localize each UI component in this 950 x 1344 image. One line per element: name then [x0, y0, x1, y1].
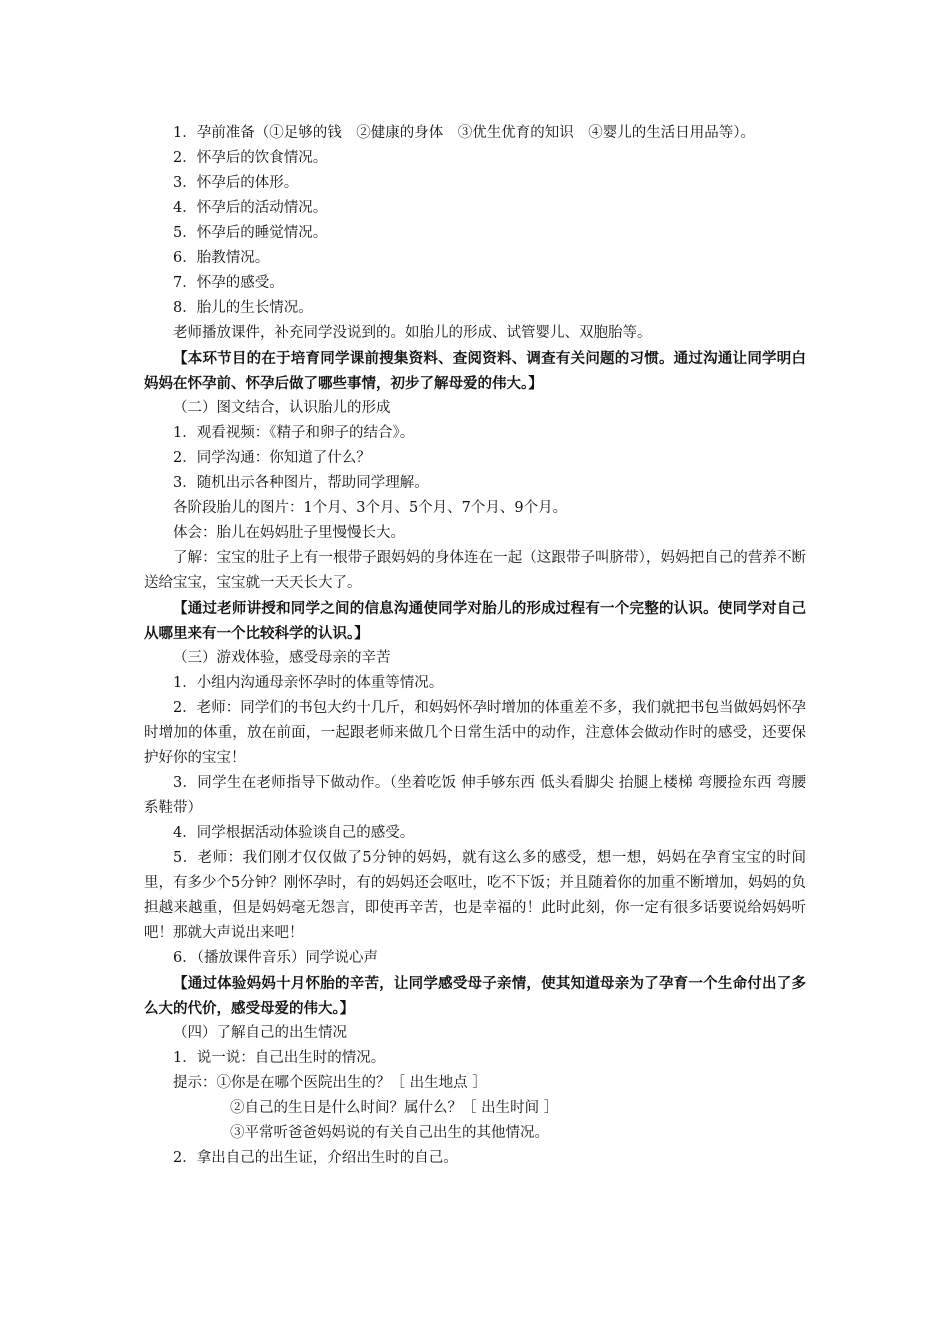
paragraph: 了解：宝宝的肚子上有一根带子跟妈妈的身体连在一起（这跟带子叫脐带），妈妈把自己的营养不断送给宝宝，宝宝就一天天长大了。	[144, 550, 806, 591]
paragraph: 5．怀孕后的睡觉情况。	[173, 225, 328, 241]
paragraph: 1．观看视频：《精子和卵子的结合》。	[173, 425, 415, 441]
note-paragraph: 【通过体验妈妈十月怀胎的辛苦，让同学感受母子亲情，使其知道母亲为了孕育一个生命付出了多么大的代价，感受母爱的伟大。】	[144, 975, 806, 1017]
note-paragraph: 【通过老师讲授和同学之间的信息沟通使同学对胎儿的形成过程有一个完整的认识。使同学对自己从哪里来有一个比较科学的认识。】	[144, 600, 806, 642]
paragraph: 3．同学生在老师指导下做动作。（坐着吃饭 伸手够东西 低头看脚尖 抬腿上楼梯 弯腰捡东西 弯腰系鞋带）	[144, 775, 806, 816]
paragraph: 4．同学根据活动体验谈自己的感受。	[173, 825, 415, 841]
paragraph: 8．胎儿的生长情况。	[173, 300, 313, 316]
paragraph: 5．老师：我们刚才仅仅做了5分钟的妈妈，就有这么多的感受，想一想，妈妈在孕育宝宝的时间里，有多少个5分钟？刚怀孕时，有的妈妈还会呕吐，吃不下饭；并且随着你的加重不断增加，妈妈的负担越来越重，但是妈妈毫无怨言，即使再辛苦，也是幸福的！此时此刻，你一定有很多话要说给妈妈听吧！那就大声说出来吧！	[144, 850, 806, 941]
paragraph: （四）了解自己的出生情况	[173, 1025, 347, 1041]
paragraph: 6．（播放课件音乐）同学说心声	[173, 950, 378, 966]
paragraph: （二）图文结合，认识胎儿的形成	[173, 400, 391, 416]
paragraph: 1．说一说：自己出生时的情况。	[173, 1050, 386, 1066]
note-paragraph: 【本环节目的在于培育同学课前搜集资料、查阅资料、调查有关问题的习惯。通过沟通让同学明白妈妈在怀孕前、怀孕后做了哪些事情，初步了解母爱的伟大。】	[144, 350, 806, 392]
paragraph: 4．怀孕后的活动情况。	[173, 200, 328, 216]
paragraph: 1．孕前准备（①足够的钱 ②健康的身体 ③优生优育的知识 ④婴儿的生活日用品等）。	[173, 125, 755, 141]
paragraph: 各阶段胎儿的图片：1个月、3个月、5个月、7个月、9个月。	[173, 500, 568, 516]
paragraph: ②自己的生日是什么时间？属什么？［ 出生时间 ］	[230, 1100, 559, 1116]
paragraph: 2．老师：同学们的书包大约十几斤，和妈妈怀孕时增加的体重差不多，我们就把书包当做妈妈怀孕时增加的体重，放在前面，一起跟老师来做几个日常生活中的动作，注意体会做动作时的感受，还要保护好你的宝宝！	[144, 700, 806, 766]
paragraph: 7．怀孕的感受。	[173, 275, 284, 291]
paragraph: 3．随机出示各种图片，帮助同学理解。	[173, 475, 429, 491]
paragraph: 2．拿出自己的出生证，介绍出生时的自己。	[173, 1150, 458, 1166]
paragraph: （三）游戏体验，感受母亲的辛苦	[173, 650, 391, 666]
paragraph: 体会：胎儿在妈妈肚子里慢慢长大。	[173, 525, 405, 541]
paragraph: 2．怀孕后的饮食情况。	[173, 150, 328, 166]
paragraph: 提示：①你是在哪个医院出生的？［ 出生地点 ］	[173, 1075, 487, 1091]
paragraph: 3．怀孕后的体形。	[173, 175, 299, 191]
paragraph: 2．同学沟通：你知道了什么？	[173, 450, 371, 466]
paragraph: 1．小组内沟通母亲怀孕时的体重等情况。	[173, 675, 444, 691]
document-page	[144, 121, 806, 1171]
paragraph: ③平常听爸爸妈妈说的有关自己出生的其他情况。	[230, 1125, 549, 1141]
paragraph: 老师播放课件，补充同学没说到的。如胎儿的形成、试管婴儿、双胞胎等。	[173, 325, 652, 341]
paragraph: 6．胎教情况。	[173, 250, 270, 266]
